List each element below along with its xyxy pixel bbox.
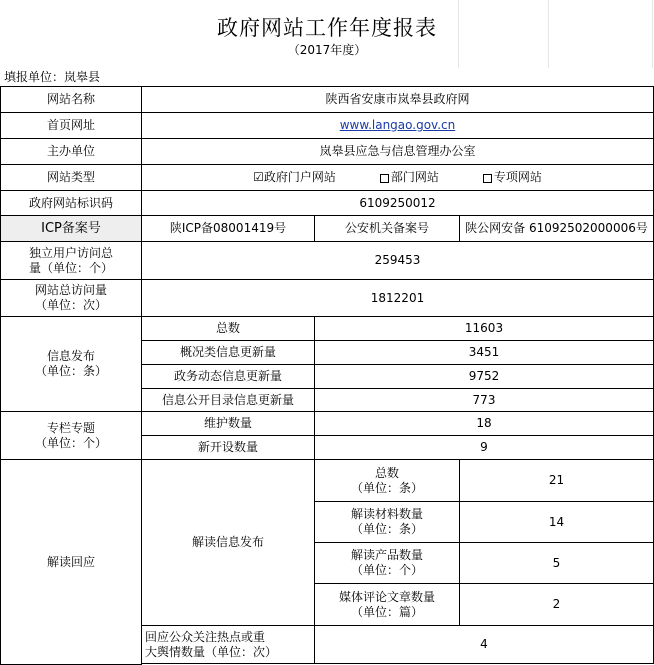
- icp-label: ICP备案号: [0, 215, 142, 242]
- host-label: 主办单位: [0, 138, 142, 165]
- hotspot-label-line2: 大舆情数量（单位：次）: [145, 644, 278, 659]
- info-publish-label-line2: （单位：条）: [34, 364, 107, 378]
- homepage-cell: [141, 112, 654, 139]
- info-disclosure-label: 信息公开目录信息更新量: [141, 388, 315, 412]
- interpret-media-label: [314, 583, 460, 626]
- checked-checkbox-icon: ☑: [253, 170, 264, 184]
- columns-label-line1: 专栏专题: [46, 420, 95, 435]
- option-special[interactable]: [483, 170, 542, 185]
- uv-label-line1: 独立用户访问总: [28, 245, 113, 260]
- homepage-label: 首页网址: [0, 112, 142, 139]
- interpret-material-label: [314, 501, 460, 543]
- interpret-total-value: 21: [459, 459, 654, 502]
- unchecked-checkbox-icon: [483, 174, 492, 183]
- info-total-label: 总数: [141, 316, 315, 341]
- info-publish-label: [0, 316, 142, 412]
- info-total-value: 11603: [314, 316, 654, 341]
- columns-label: [0, 411, 142, 460]
- police-value: 陕公网安备 61092502000006号: [459, 215, 654, 242]
- columns-maintain-value: 18: [314, 411, 654, 436]
- site-id-label: 政府网站标识码: [0, 190, 142, 216]
- unchecked-checkbox-icon: [380, 174, 389, 183]
- info-overview-value: 3451: [314, 340, 654, 365]
- option-special-label: 专项网站: [493, 170, 542, 184]
- option-portal-label: 政府门户网站: [263, 170, 336, 184]
- hotspot-label-line1: 回应公众关注热点或重: [145, 629, 266, 644]
- homepage-link[interactable]: www.langao.gov.cn: [339, 118, 456, 132]
- pv-label-line2: （单位：次）: [34, 298, 107, 312]
- site-name-label: 网站名称: [0, 86, 142, 113]
- columns-new-label: 新开设数量: [141, 435, 315, 460]
- interpret-material-label-line1: 解读材料数量: [350, 507, 423, 521]
- filler-unit: 填报单位：岚皋县: [4, 70, 101, 84]
- info-disclosure-value: 773: [314, 388, 654, 412]
- police-label: 公安机关备案号: [314, 215, 460, 242]
- interpret-product-label-line2: （单位：个）: [350, 563, 423, 577]
- option-portal[interactable]: [253, 170, 336, 185]
- pv-value: 1812201: [141, 279, 654, 317]
- interpret-material-value: 14: [459, 501, 654, 543]
- pv-label: [0, 279, 142, 317]
- interpret-media-label-line1: 媒体评论文章数量: [338, 589, 435, 604]
- interpret-total-label-line2: （单位：条）: [350, 480, 423, 495]
- host-value: 岚皋县应急与信息管理办公室: [141, 138, 654, 165]
- info-overview-label: 概况类信息更新量: [141, 340, 315, 365]
- uv-label: [0, 241, 142, 280]
- uv-value: 259453: [141, 241, 654, 280]
- info-news-label: 政务动态信息更新量: [141, 364, 315, 389]
- pv-label-line1: 网站总访问量: [34, 283, 107, 297]
- hotspot-value: 4: [314, 625, 654, 664]
- interpret-media-label-line2: （单位：篇）: [350, 604, 423, 619]
- option-department[interactable]: [380, 170, 439, 185]
- report-title: 政府网站工作年度报表: [217, 16, 437, 40]
- interpret-total-label: [314, 459, 460, 502]
- uv-label-line2: 量（单位：个）: [28, 260, 113, 275]
- site-type-options: [141, 164, 654, 191]
- site-type-label: 网站类型: [0, 164, 142, 191]
- icp-value: 陕ICP备08001419号: [141, 215, 315, 242]
- interpret-label: 解读回应: [0, 459, 142, 665]
- interpret-product-label-line1: 解读产品数量: [350, 548, 423, 562]
- interpret-sub-label: 解读信息发布: [141, 459, 315, 626]
- columns-new-value: 9: [314, 435, 654, 460]
- interpret-product-label: [314, 542, 460, 584]
- site-name-value: 陕西省安康市岚皋县政府网: [141, 86, 654, 113]
- interpret-product-value: 5: [459, 542, 654, 584]
- hotspot-label: [141, 625, 315, 664]
- interpret-media-value: 2: [459, 583, 654, 626]
- info-publish-label-line1: 信息发布: [46, 349, 95, 363]
- columns-maintain-label: 维护数量: [141, 411, 315, 436]
- option-department-label: 部门网站: [390, 170, 439, 184]
- info-news-value: 9752: [314, 364, 654, 389]
- interpret-material-label-line2: （单位：条）: [350, 522, 423, 536]
- columns-label-line2: （单位：个）: [34, 435, 107, 450]
- report-subtitle: （2017年度）: [287, 43, 367, 57]
- interpret-total-label-line1: 总数: [374, 465, 399, 480]
- site-id-value: 6109250012: [141, 190, 654, 216]
